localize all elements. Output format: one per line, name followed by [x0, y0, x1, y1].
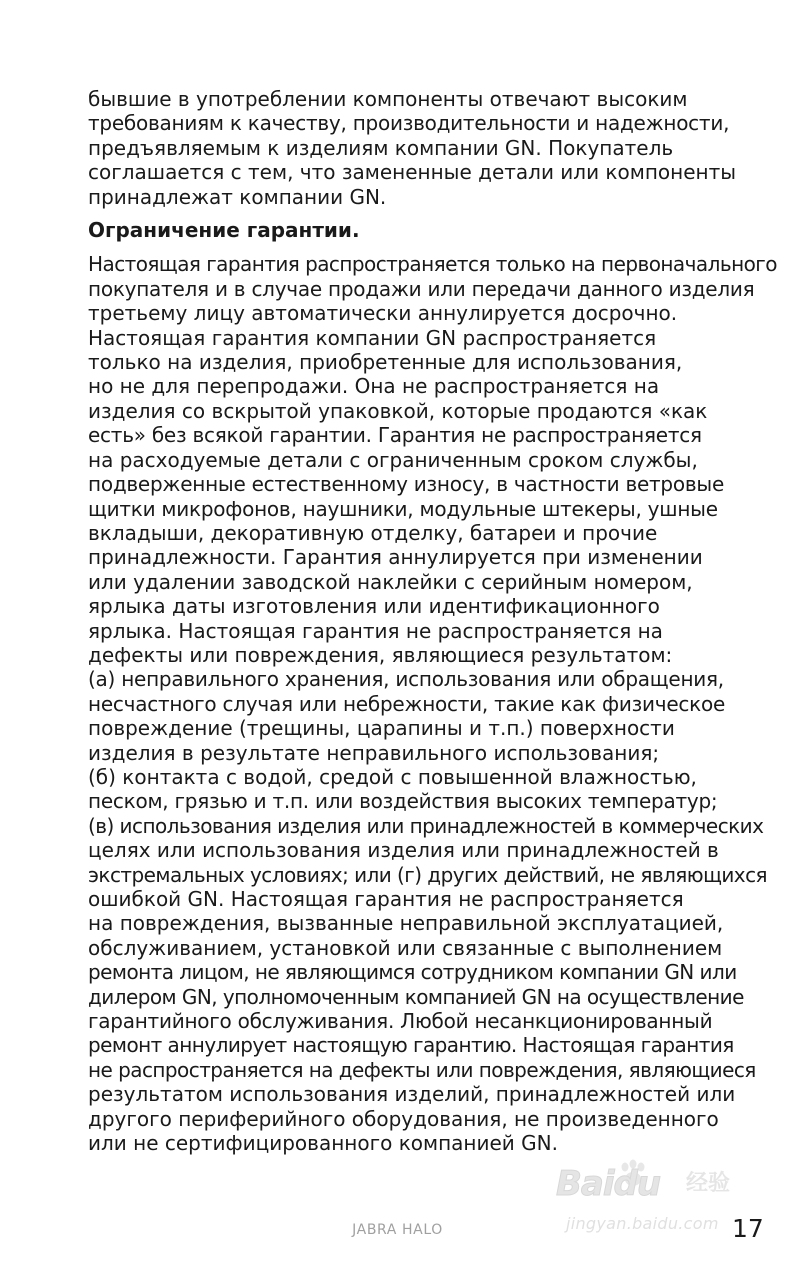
text-line: (б) контакта с водой, средой с повышенной влажностью,: [88, 764, 697, 789]
paragraph-1: [88, 87, 737, 209]
text-line: Настоящая гарантия компании GN распространяется: [88, 325, 657, 350]
text-line: принадлежности. Гарантия аннулируется при изменении: [88, 545, 703, 570]
text-line: (в) использования изделия или принадлежностей в коммерческих: [88, 813, 764, 838]
text-line: только на изделия, приобретенные для использования,: [88, 350, 683, 375]
watermark-logo: Baidu: [556, 1164, 661, 1204]
text-line: но не для перепродажи. Она не распространяется на: [88, 374, 660, 399]
text-line: есть» без всякой гарантии. Гарантия не распространяется: [88, 423, 702, 448]
text-line: бывшие в употреблении компоненты отвечают высоким: [88, 87, 688, 111]
text-line: ярлыка. Настоящая гарантия не распространяется на: [88, 618, 663, 643]
text-line: требованиям к качеству, производительности и надежности,: [88, 111, 730, 136]
text-line: ярлыка даты изготовления или идентификационного: [88, 594, 660, 619]
text-line: щитки микрофонов, наушники, модульные штекеры, ушные: [88, 496, 718, 521]
text-line: принадлежат компании GN.: [88, 184, 387, 209]
text-line: на повреждения, вызванные неправильной эксплуатацией,: [88, 911, 724, 936]
text-line: изделия со вскрытой упаковкой, которые продаются «как: [88, 398, 708, 423]
text-line: на расходуемые детали с ограниченным сроком службы,: [88, 447, 698, 472]
text-line: обслуживанием, установкой или связанные с выполнением: [88, 935, 723, 960]
text-line: покупателя и в случае продажи или передачи данного изделия: [88, 276, 755, 301]
text-line: дефекты или повреждения, являющиеся результатом:: [88, 642, 673, 667]
text-line: ошибкой GN. Настоящая гарантия не распространяется: [88, 887, 684, 911]
footer-title: JABRA HALO: [352, 1222, 443, 1238]
text-line: песком, грязью и т.п. или воздействия высоких температур;: [88, 789, 718, 814]
text-line: предъявляемым к изделиям компании GN. Покупатель: [88, 135, 674, 160]
text-line: результатом использования изделий, принадлежностей или: [88, 1082, 736, 1107]
text-line: ремонта лицом, не являющимся сотрудником компании GN или: [88, 960, 737, 985]
text-line: или не сертифицированного компанией GN.: [88, 1131, 558, 1156]
section-heading: Ограничение гарантии.: [88, 218, 360, 243]
text-line: гарантийного обслуживания. Любой несанкционированный: [88, 1009, 713, 1034]
text-line: целях или использования изделия или принадлежностей в: [88, 838, 719, 863]
text-line: экстремальных условиях; или (г) других действий, не являющихся: [88, 862, 768, 887]
watermark-url: jingyan.baidu.com: [566, 1214, 719, 1233]
text-line: (а) неправильного хранения, использования или обращения,: [88, 667, 724, 692]
text-line: или удалении заводской наклейки с серийным номером,: [88, 569, 693, 594]
text-line: дилером GN, уполномоченным компанией GN на осуществление: [88, 984, 744, 1009]
text-line: подверженные естественному износу, в частности ветровые: [88, 472, 724, 497]
text-line: другого периферийного оборудования, не произведенного: [88, 1106, 719, 1131]
text-line: несчастного случая или небрежности, такие как физическое: [88, 691, 726, 716]
text-line: изделия в результате неправильного использования;: [88, 740, 660, 765]
body-text: [88, 87, 777, 1156]
text-line: третьему лицу автоматически аннулируется досрочно.: [88, 301, 678, 326]
text-line: вкладыши, декоративную отделку, батареи и прочие: [88, 520, 658, 545]
text-line: ремонт аннулирует настоящую гарантию. Настоящая гарантия: [88, 1033, 734, 1058]
paragraph-2: [88, 252, 777, 1156]
text-line: соглашается с тем, что замененные детали или компоненты: [88, 160, 737, 185]
text-line: не распространяется на дефекты или повреждения, являющиеся: [88, 1057, 756, 1082]
text-line: Настоящая гарантия распространяется только на первоначального: [88, 252, 777, 277]
page-number: 17: [732, 1214, 764, 1243]
text-line: повреждение (трещины, царапины и т.п.) поверхности: [88, 716, 675, 741]
watermark-chinese-text: 经验: [686, 1171, 731, 1196]
